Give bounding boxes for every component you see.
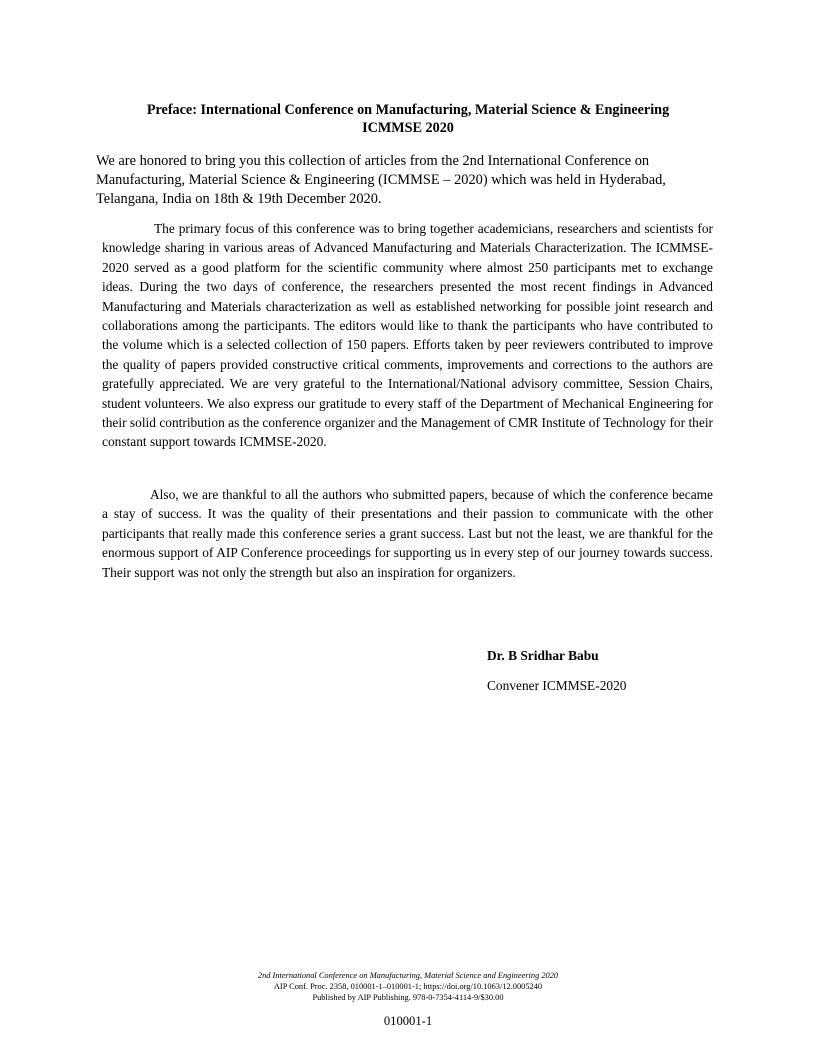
signature-name: Dr. B Sridhar Babu — [487, 648, 599, 663]
page-footer — [0, 970, 816, 1003]
title-line-2: ICMMSE 2020 — [362, 120, 454, 136]
footer-conference: 2nd International Conference on Manufacturing, Material Science and Engineering 2020 — [257, 971, 559, 980]
footer-publisher: Published by AIP Publishing. 978-0-7354-4114-9/$30.00 — [312, 993, 504, 1002]
body-paragraph-1: The primary focus of this conference was to bring together academicians, researchers and scientists for knowledge sharing in various areas of Advanced Manufacturing and Materials Characterization. The ICMMSE-2020 served as a good platform for the scientific community where almost 250 participants met to exchange ideas. During the two days of conference, the researchers presented the most recent findings in Advanced Manufacturing and Materials characterization as well as established networking for possible joint research and collaborations among the participants. The editors would like to thank the participants who have contributed to the volume which is a selected collection of 150 papers. Efforts taken by peer reviewers contributed to improve the quality of papers provided constructive critical comments, improvements and corrections to the authors are gratefully appreciated. We are very grateful to the International/National advisory committee, Session Chairs, student volunteers. We also express our gratitude to every staff of the Department of Mechanical Engineering for their solid contribution as the conference organizer and the Management of CMR Institute of Technology for their constant support towards ICMMSE-2020. — [102, 221, 713, 450]
document-title — [96, 101, 720, 137]
title-line-1: Preface: International Conference on Manufacturing, Material Science & Engineering — [146, 102, 670, 118]
page-number: 010001-1 — [383, 1014, 433, 1028]
intro-paragraph: We are honored to bring you this collection of articles from the 2nd International Conference on Manufacturing, Material Science & Engineering (ICMMSE – 2020) which was held in Hyderabad, Telangana, India on 18th & 19th December 2020. — [96, 153, 666, 207]
signature-role: Convener ICMMSE-2020 — [487, 678, 627, 693]
body-paragraph-2: Also, we are thankful to all the authors who submitted papers, because of which the conference became a stay of success. It was the quality of their presentations and their passion to communicate with the other participants that really made this conference series a grant success. Last but not the least, we are thankful for the enormous support of AIP Conference proceedings for supporting us in every step of our journey towards success. Their support was not only the strength but also an inspiration for organizers. — [102, 487, 713, 580]
footer-citation: AIP Conf. Proc. 2358, 010001-1–010001-1; https://doi.org/10.1063/12.0005240 — [273, 982, 543, 991]
